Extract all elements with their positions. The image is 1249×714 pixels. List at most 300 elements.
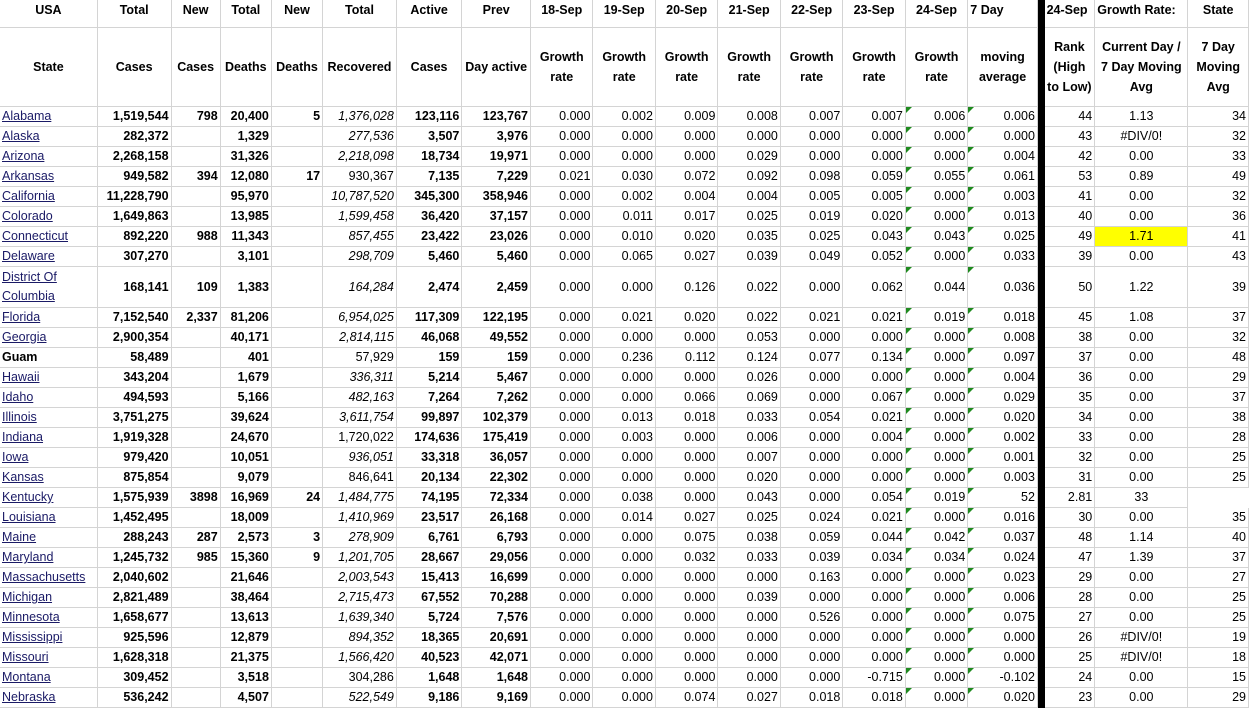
column-header[interactable]: Deaths [271,28,322,107]
cell[interactable]: 42,071 [462,648,531,668]
cell[interactable]: 2,218,098 [323,147,397,167]
cell[interactable]: 0.000 [530,648,592,668]
cell[interactable]: #DIV/0! [1095,628,1188,648]
cell[interactable]: 1.08 [1095,308,1188,328]
column-header[interactable]: 24-Sep [1045,0,1095,28]
cell[interactable] [171,688,220,708]
cell[interactable]: 985 [171,548,220,568]
cell[interactable]: 20,400 [220,107,271,127]
cell[interactable]: 0.00 [1095,348,1188,368]
cell[interactable]: 36,420 [396,207,462,227]
cell[interactable]: 0.000 [530,608,592,628]
cell[interactable]: 48 [1188,348,1249,368]
cell[interactable]: 0.000 [530,127,592,147]
cell[interactable]: 949,582 [97,167,171,187]
cell[interactable]: 0.003 [968,468,1038,488]
cell[interactable]: 0.033 [718,548,780,568]
cell[interactable]: 1,201,705 [323,548,397,568]
cell[interactable]: 29 [1188,688,1249,708]
state-link[interactable]: Arkansas [0,167,97,187]
cell[interactable]: 95,970 [220,187,271,207]
cell[interactable]: 0.006 [968,107,1038,127]
cell[interactable]: 0.017 [655,207,717,227]
cell[interactable]: 3898 [171,488,220,508]
cell[interactable]: 304,286 [323,668,397,688]
cell[interactable]: 0.061 [968,167,1038,187]
cell[interactable]: 9 [271,548,322,568]
cell[interactable]: 0.000 [905,247,967,267]
cell[interactable]: 0.074 [655,688,717,708]
state-link[interactable]: Alabama [0,107,97,127]
column-header[interactable]: Deaths [220,28,271,107]
cell[interactable]: 0.024 [780,508,842,528]
cell[interactable]: 0.00 [1095,187,1188,207]
cell[interactable]: 358,946 [462,187,531,207]
cell[interactable]: 39 [1045,247,1095,267]
cell[interactable]: 0.000 [593,668,655,688]
cell[interactable]: 31,326 [220,147,271,167]
cell[interactable]: 0.016 [968,508,1038,528]
cell[interactable]: 2,040,602 [97,568,171,588]
cell[interactable]: 0.033 [968,247,1038,267]
cell[interactable]: 0.000 [593,628,655,648]
cell[interactable]: 0.021 [780,308,842,328]
column-header[interactable]: Prev [462,0,531,28]
cell[interactable]: 0.000 [905,468,967,488]
state-link[interactable]: Maryland [0,548,97,568]
column-header[interactable]: USA [0,0,97,28]
cell[interactable]: 37 [1188,388,1249,408]
cell[interactable]: 307,270 [97,247,171,267]
cell[interactable]: 0.025 [780,227,842,247]
cell[interactable]: 11,228,790 [97,187,171,207]
cell[interactable]: 168,141 [97,267,171,308]
cell[interactable]: 0.526 [780,608,842,628]
cell[interactable]: 0.018 [843,688,905,708]
cell[interactable] [171,648,220,668]
cell[interactable]: 40 [1045,207,1095,227]
cell[interactable]: 2.81 [1045,488,1095,508]
cell[interactable]: 19 [1188,628,1249,648]
cell[interactable]: 0.000 [530,428,592,448]
cell[interactable]: 5,467 [462,368,531,388]
state-link[interactable]: Iowa [0,448,97,468]
cell[interactable]: 29,056 [462,548,531,568]
column-header[interactable]: Rank (High to Low) [1045,28,1095,107]
cell[interactable]: 0.00 [1095,328,1188,348]
cell[interactable]: 0.066 [655,388,717,408]
cell[interactable]: 0.006 [968,588,1038,608]
cell[interactable]: 875,854 [97,468,171,488]
cell[interactable]: 0.027 [655,247,717,267]
column-header[interactable]: 7 Day [968,0,1038,28]
cell[interactable]: 26,168 [462,508,531,528]
cell[interactable]: 175,419 [462,428,531,448]
cell[interactable]: 0.000 [968,127,1038,147]
cell[interactable] [271,568,322,588]
cell[interactable]: 892,220 [97,227,171,247]
cell[interactable]: 21,646 [220,568,271,588]
cell[interactable]: 536,242 [97,688,171,708]
cell[interactable]: 0.000 [530,368,592,388]
cell[interactable]: 1,648 [396,668,462,688]
cell[interactable]: 394 [171,167,220,187]
cell[interactable]: 33 [1188,147,1249,167]
cell[interactable]: 2,003,543 [323,568,397,588]
cell[interactable]: 1,329 [220,127,271,147]
cell[interactable]: 17 [271,167,322,187]
cell[interactable]: 41 [1188,227,1249,247]
cell[interactable]: 1,649,863 [97,207,171,227]
cell[interactable]: 0.037 [968,528,1038,548]
cell[interactable]: 7,264 [396,388,462,408]
column-header[interactable]: Cases [97,28,171,107]
state-link[interactable]: California [0,187,97,207]
cell[interactable]: 0.000 [843,368,905,388]
cell[interactable]: 2,573 [220,528,271,548]
state-link[interactable]: Maine [0,528,97,548]
cell[interactable]: 0.065 [593,247,655,267]
cell[interactable]: 37 [1045,348,1095,368]
cell[interactable]: 925,596 [97,628,171,648]
cell[interactable]: 0.019 [905,488,967,508]
cell[interactable]: 0.043 [843,227,905,247]
cell[interactable]: 49 [1188,167,1249,187]
cell[interactable]: 43 [1045,127,1095,147]
cell[interactable] [271,227,322,247]
cell[interactable]: 0.000 [905,147,967,167]
cell[interactable]: 0.020 [718,468,780,488]
cell[interactable] [171,588,220,608]
cell[interactable]: 0.000 [530,508,592,528]
cell[interactable]: 33 [1045,428,1095,448]
cell[interactable]: 3,518 [220,668,271,688]
cell[interactable]: 0.044 [843,528,905,548]
cell[interactable]: 0.000 [530,528,592,548]
column-header[interactable]: Current Day / 7 Day Moving Avg [1095,28,1188,107]
cell[interactable]: 277,536 [323,127,397,147]
cell[interactable]: 0.00 [1095,608,1188,628]
cell[interactable]: 0.032 [655,548,717,568]
cell[interactable] [271,448,322,468]
cell[interactable] [271,147,322,167]
cell[interactable]: 0.007 [843,107,905,127]
cell[interactable]: 298,709 [323,247,397,267]
cell[interactable]: 9,186 [396,688,462,708]
cell[interactable]: 0.000 [905,187,967,207]
cell[interactable]: 0.003 [968,187,1038,207]
cell[interactable]: 0.020 [843,207,905,227]
cell[interactable]: 11,343 [220,227,271,247]
cell[interactable]: 30 [1045,508,1095,528]
cell[interactable]: 6,954,025 [323,308,397,328]
cell[interactable]: 0.054 [780,408,842,428]
cell[interactable]: 23,517 [396,508,462,528]
cell[interactable]: 1,410,969 [323,508,397,528]
cell[interactable]: 48 [1045,528,1095,548]
cell[interactable]: 0.000 [905,648,967,668]
cell[interactable]: 22,302 [462,468,531,488]
cell[interactable]: 47 [1045,548,1095,568]
cell[interactable]: 0.000 [655,428,717,448]
cell[interactable] [171,388,220,408]
state-link[interactable]: Georgia [0,328,97,348]
cell[interactable]: 1,452,495 [97,508,171,528]
cell[interactable]: 282,372 [97,127,171,147]
cell[interactable]: 40,171 [220,328,271,348]
cell[interactable]: 0.027 [718,688,780,708]
cell[interactable]: 0.000 [530,388,592,408]
state-link[interactable]: Hawaii [0,368,97,388]
cell[interactable]: 0.89 [1095,167,1188,187]
cell[interactable]: 0.000 [655,368,717,388]
cell[interactable]: 0.000 [905,448,967,468]
cell[interactable]: 0.000 [655,328,717,348]
cell[interactable]: 32 [1045,448,1095,468]
column-header[interactable]: State [0,28,97,107]
state-link[interactable]: Missouri [0,648,97,668]
cell[interactable] [171,608,220,628]
cell[interactable]: 28 [1045,588,1095,608]
cell[interactable]: 0.018 [780,688,842,708]
cell[interactable]: 123,116 [396,107,462,127]
cell[interactable]: 0.000 [530,348,592,368]
cell[interactable]: 0.000 [593,648,655,668]
cell[interactable]: 38 [1045,328,1095,348]
cell[interactable] [271,127,322,147]
cell[interactable]: 0.000 [593,688,655,708]
cell[interactable]: 0.000 [843,448,905,468]
cell[interactable]: 0.000 [780,668,842,688]
cell[interactable]: 35 [1045,388,1095,408]
column-header[interactable]: Total [97,0,171,28]
cell[interactable]: 336,311 [323,368,397,388]
state-link[interactable]: Illinois [0,408,97,428]
cell[interactable]: 1,519,544 [97,107,171,127]
cell[interactable]: 0.000 [530,187,592,207]
cell[interactable]: 0.000 [843,328,905,348]
cell[interactable]: 0.000 [905,408,967,428]
cell[interactable]: 0.000 [530,548,592,568]
column-header[interactable]: Active [396,0,462,28]
cell[interactable]: 34 [1188,107,1249,127]
cell[interactable]: 18,009 [220,508,271,528]
cell[interactable]: 2,337 [171,308,220,328]
cell[interactable]: 23 [1045,688,1095,708]
cell[interactable]: 123,767 [462,107,531,127]
cell[interactable]: 19,971 [462,147,531,167]
cell[interactable]: 0.011 [593,207,655,227]
cell[interactable]: 0.021 [593,308,655,328]
cell[interactable]: 0.002 [968,428,1038,448]
cell[interactable]: 0.000 [655,488,717,508]
cell[interactable]: 3,976 [462,127,531,147]
state-link[interactable]: Montana [0,668,97,688]
cell[interactable]: 0.010 [593,227,655,247]
cell[interactable] [271,588,322,608]
cell[interactable]: 10,051 [220,448,271,468]
column-header[interactable]: 21-Sep [718,0,780,28]
cell[interactable]: 0.000 [905,328,967,348]
cell[interactable]: 0.000 [593,147,655,167]
cell[interactable]: 0.027 [655,508,717,528]
cell[interactable]: 2,900,354 [97,328,171,348]
cell[interactable]: 24 [1045,668,1095,688]
column-header[interactable]: Recovered [323,28,397,107]
cell[interactable]: 58,489 [97,348,171,368]
state-link[interactable]: Guam [0,348,97,368]
cell[interactable]: 0.004 [968,147,1038,167]
cell[interactable]: 0.072 [655,167,717,187]
cell[interactable]: 0.000 [530,328,592,348]
cell[interactable]: 1,648 [462,668,531,688]
cell[interactable]: 0.000 [905,428,967,448]
cell[interactable]: 0.043 [905,227,967,247]
cell[interactable]: 0.008 [718,107,780,127]
column-header[interactable]: Cases [396,28,462,107]
cell[interactable]: 0.000 [530,227,592,247]
cell[interactable] [271,247,322,267]
cell[interactable] [271,508,322,528]
cell[interactable]: 0.00 [1095,588,1188,608]
cell[interactable]: 16,699 [462,568,531,588]
cell[interactable]: 15,360 [220,548,271,568]
cell[interactable]: 0.000 [843,588,905,608]
cell[interactable]: 0.000 [593,448,655,468]
cell[interactable]: 20,134 [396,468,462,488]
cell[interactable]: 32 [1188,127,1249,147]
cell[interactable]: 41 [1045,187,1095,207]
cell[interactable]: 3,507 [396,127,462,147]
cell[interactable]: 0.000 [905,508,967,528]
cell[interactable]: 2,459 [462,267,531,308]
cell[interactable] [271,608,322,628]
cell[interactable]: 0.000 [718,127,780,147]
cell[interactable]: -0.715 [843,668,905,688]
cell[interactable]: 44 [1045,107,1095,127]
cell[interactable]: 122,195 [462,308,531,328]
cell[interactable]: 0.067 [843,388,905,408]
cell[interactable]: 21,375 [220,648,271,668]
cell[interactable] [171,628,220,648]
state-link[interactable]: Connecticut [0,227,97,247]
cell[interactable]: 0.000 [718,568,780,588]
cell[interactable]: 0.000 [843,628,905,648]
cell[interactable]: 15,413 [396,568,462,588]
cell[interactable]: 0.000 [593,328,655,348]
cell[interactable]: 0.039 [718,588,780,608]
cell[interactable]: 0.018 [968,308,1038,328]
cell[interactable]: 0.000 [843,127,905,147]
cell[interactable]: 0.053 [718,328,780,348]
cell[interactable]: 0.000 [843,608,905,628]
cell[interactable]: 0.004 [968,368,1038,388]
cell[interactable]: 0.000 [593,568,655,588]
cell[interactable]: 0.000 [530,448,592,468]
cell[interactable]: 0.000 [905,368,967,388]
cell[interactable]: 36,057 [462,448,531,468]
cell[interactable]: 0.000 [718,648,780,668]
cell[interactable]: 0.00 [1095,247,1188,267]
cell[interactable] [171,328,220,348]
cell[interactable]: 0.000 [530,408,592,428]
cell[interactable]: 34 [1045,408,1095,428]
cell[interactable]: 33,318 [396,448,462,468]
cell[interactable]: 1.14 [1095,528,1188,548]
cell[interactable]: 2,715,473 [323,588,397,608]
cell[interactable]: #DIV/0! [1095,648,1188,668]
cell[interactable]: 0.020 [968,688,1038,708]
cell[interactable]: 0.005 [780,187,842,207]
column-header[interactable]: Growth rate [593,28,655,107]
cell[interactable]: 3 [271,528,322,548]
column-header[interactable]: Growth rate [843,28,905,107]
cell[interactable]: 0.000 [780,488,842,508]
cell[interactable] [271,408,322,428]
cell[interactable]: 0.062 [843,267,905,308]
cell[interactable]: 53 [1045,167,1095,187]
cell[interactable]: 46,068 [396,328,462,348]
cell[interactable]: 5,214 [396,368,462,388]
cell[interactable]: 5 [271,107,322,127]
cell[interactable]: 0.026 [718,368,780,388]
cell[interactable]: 0.000 [780,267,842,308]
cell[interactable]: 0.000 [905,388,967,408]
cell[interactable]: 0.000 [780,628,842,648]
cell[interactable]: 0.097 [968,348,1038,368]
cell[interactable]: 0.004 [655,187,717,207]
cell[interactable]: 38,464 [220,588,271,608]
cell[interactable] [271,348,322,368]
cell[interactable]: 0.019 [780,207,842,227]
cell[interactable]: 278,909 [323,528,397,548]
cell[interactable] [271,688,322,708]
cell[interactable] [171,127,220,147]
cell[interactable]: 29 [1045,568,1095,588]
cell[interactable]: 0.00 [1095,428,1188,448]
cell[interactable]: 0.030 [593,167,655,187]
cell[interactable]: 0.000 [718,608,780,628]
cell[interactable]: 0.025 [968,227,1038,247]
cell[interactable]: 894,352 [323,628,397,648]
cell[interactable]: 0.013 [968,207,1038,227]
cell[interactable]: 0.006 [905,107,967,127]
cell[interactable]: 1.71 [1095,227,1188,247]
cell[interactable]: 6,793 [462,528,531,548]
column-header[interactable]: moving average [968,28,1038,107]
cell[interactable]: 0.000 [780,468,842,488]
column-header[interactable]: Growth rate [655,28,717,107]
column-header[interactable]: 7 Day Moving Avg [1188,28,1249,107]
column-header[interactable]: Total [323,0,397,28]
state-link[interactable]: Kentucky [0,488,97,508]
cell[interactable]: 0.000 [780,648,842,668]
cell[interactable]: 0.044 [905,267,967,308]
state-link[interactable]: Nebraska [0,688,97,708]
cell[interactable]: 1,566,420 [323,648,397,668]
cell[interactable]: 12,879 [220,628,271,648]
cell[interactable]: 0.00 [1095,568,1188,588]
cell[interactable]: 3,611,754 [323,408,397,428]
cell[interactable]: 0.000 [843,568,905,588]
cell[interactable]: 31 [1045,468,1095,488]
cell[interactable]: 1,484,775 [323,488,397,508]
column-header[interactable]: Growth rate [530,28,592,107]
cell[interactable]: 1,658,677 [97,608,171,628]
column-header[interactable]: 20-Sep [655,0,717,28]
cell[interactable]: 0.009 [655,107,717,127]
cell[interactable]: #DIV/0! [1095,127,1188,147]
